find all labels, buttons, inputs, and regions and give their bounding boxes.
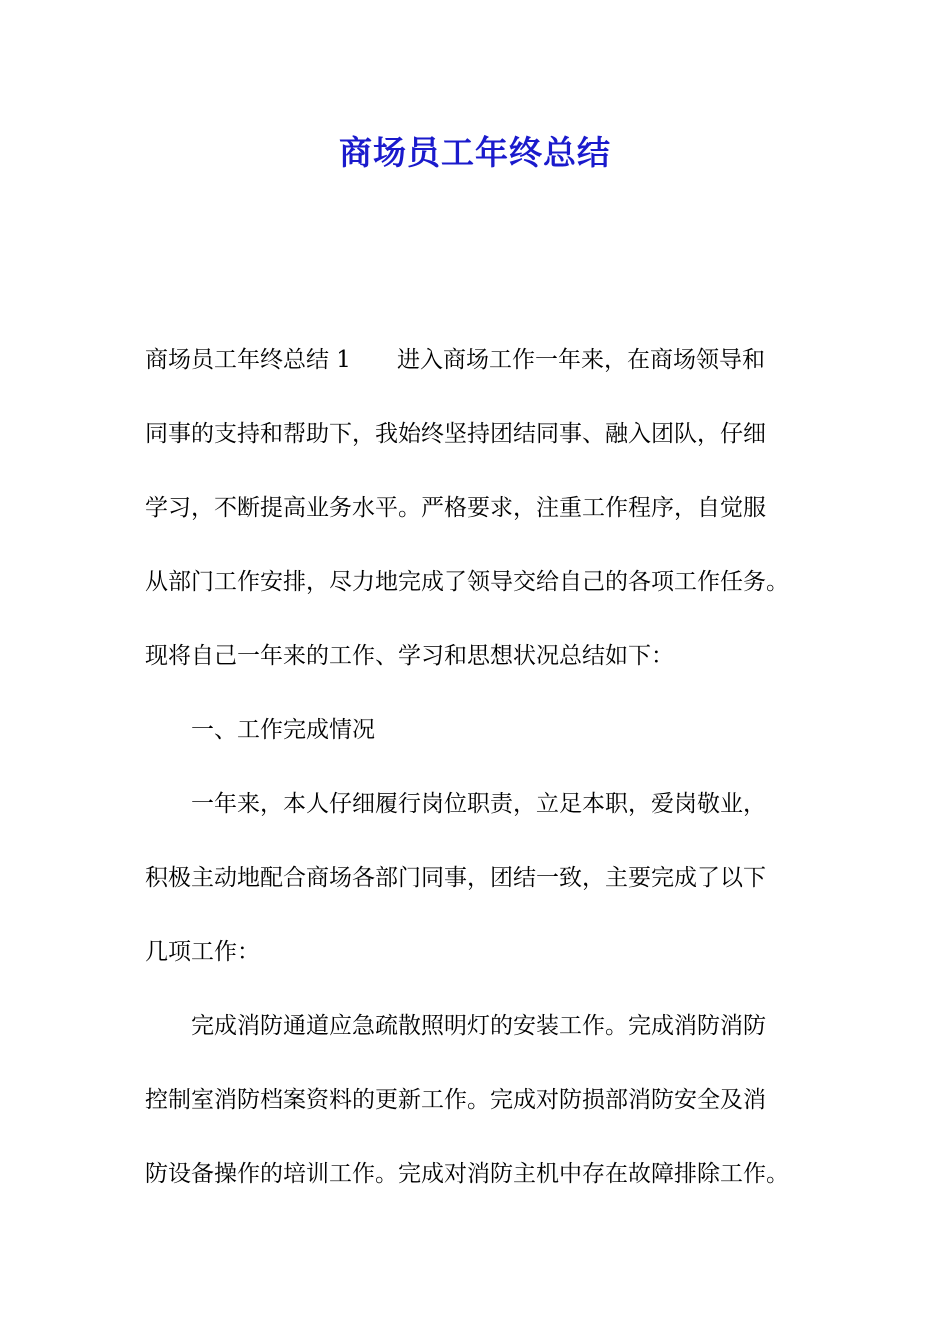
body-line-3: 学习，不断提高业务水平。严格要求，注重工作程序，自觉服: [145, 495, 766, 521]
body-line-5: 现将自己一年来的工作、学习和思想状况总结如下：: [145, 643, 674, 669]
body-line-8: 积极主动地配合商场各部门同事，团结一致，主要完成了以下: [145, 865, 766, 891]
section-heading-1: 一、工作完成情况: [145, 717, 375, 743]
document-title: 商场员工年终总结: [339, 133, 611, 172]
body-line-7: 一年来，本人仔细履行岗位职责，立足本职，爱岗敬业，: [145, 791, 766, 817]
body-line-11: 控制室消防档案资料的更新工作。完成对防损部消防安全及消: [145, 1087, 766, 1113]
body-line-12: 防设备操作的培训工作。完成对消防主机中存在故障排除工作。: [145, 1161, 789, 1187]
body-line-4: 从部门工作安排，尽力地完成了领导交给自己的各项工作任务。: [145, 569, 789, 595]
body-line-10: 完成消防通道应急疏散照明灯的安装工作。完成消防消防: [145, 1013, 766, 1039]
body-line-1: 商场员工年终总结 1 进入商场工作一年来，在商场领导和: [145, 347, 765, 373]
body-line-9: 几项工作：: [145, 939, 260, 965]
body-line-2: 同事的支持和帮助下，我始终坚持团结同事、融入团队，仔细: [145, 421, 766, 447]
